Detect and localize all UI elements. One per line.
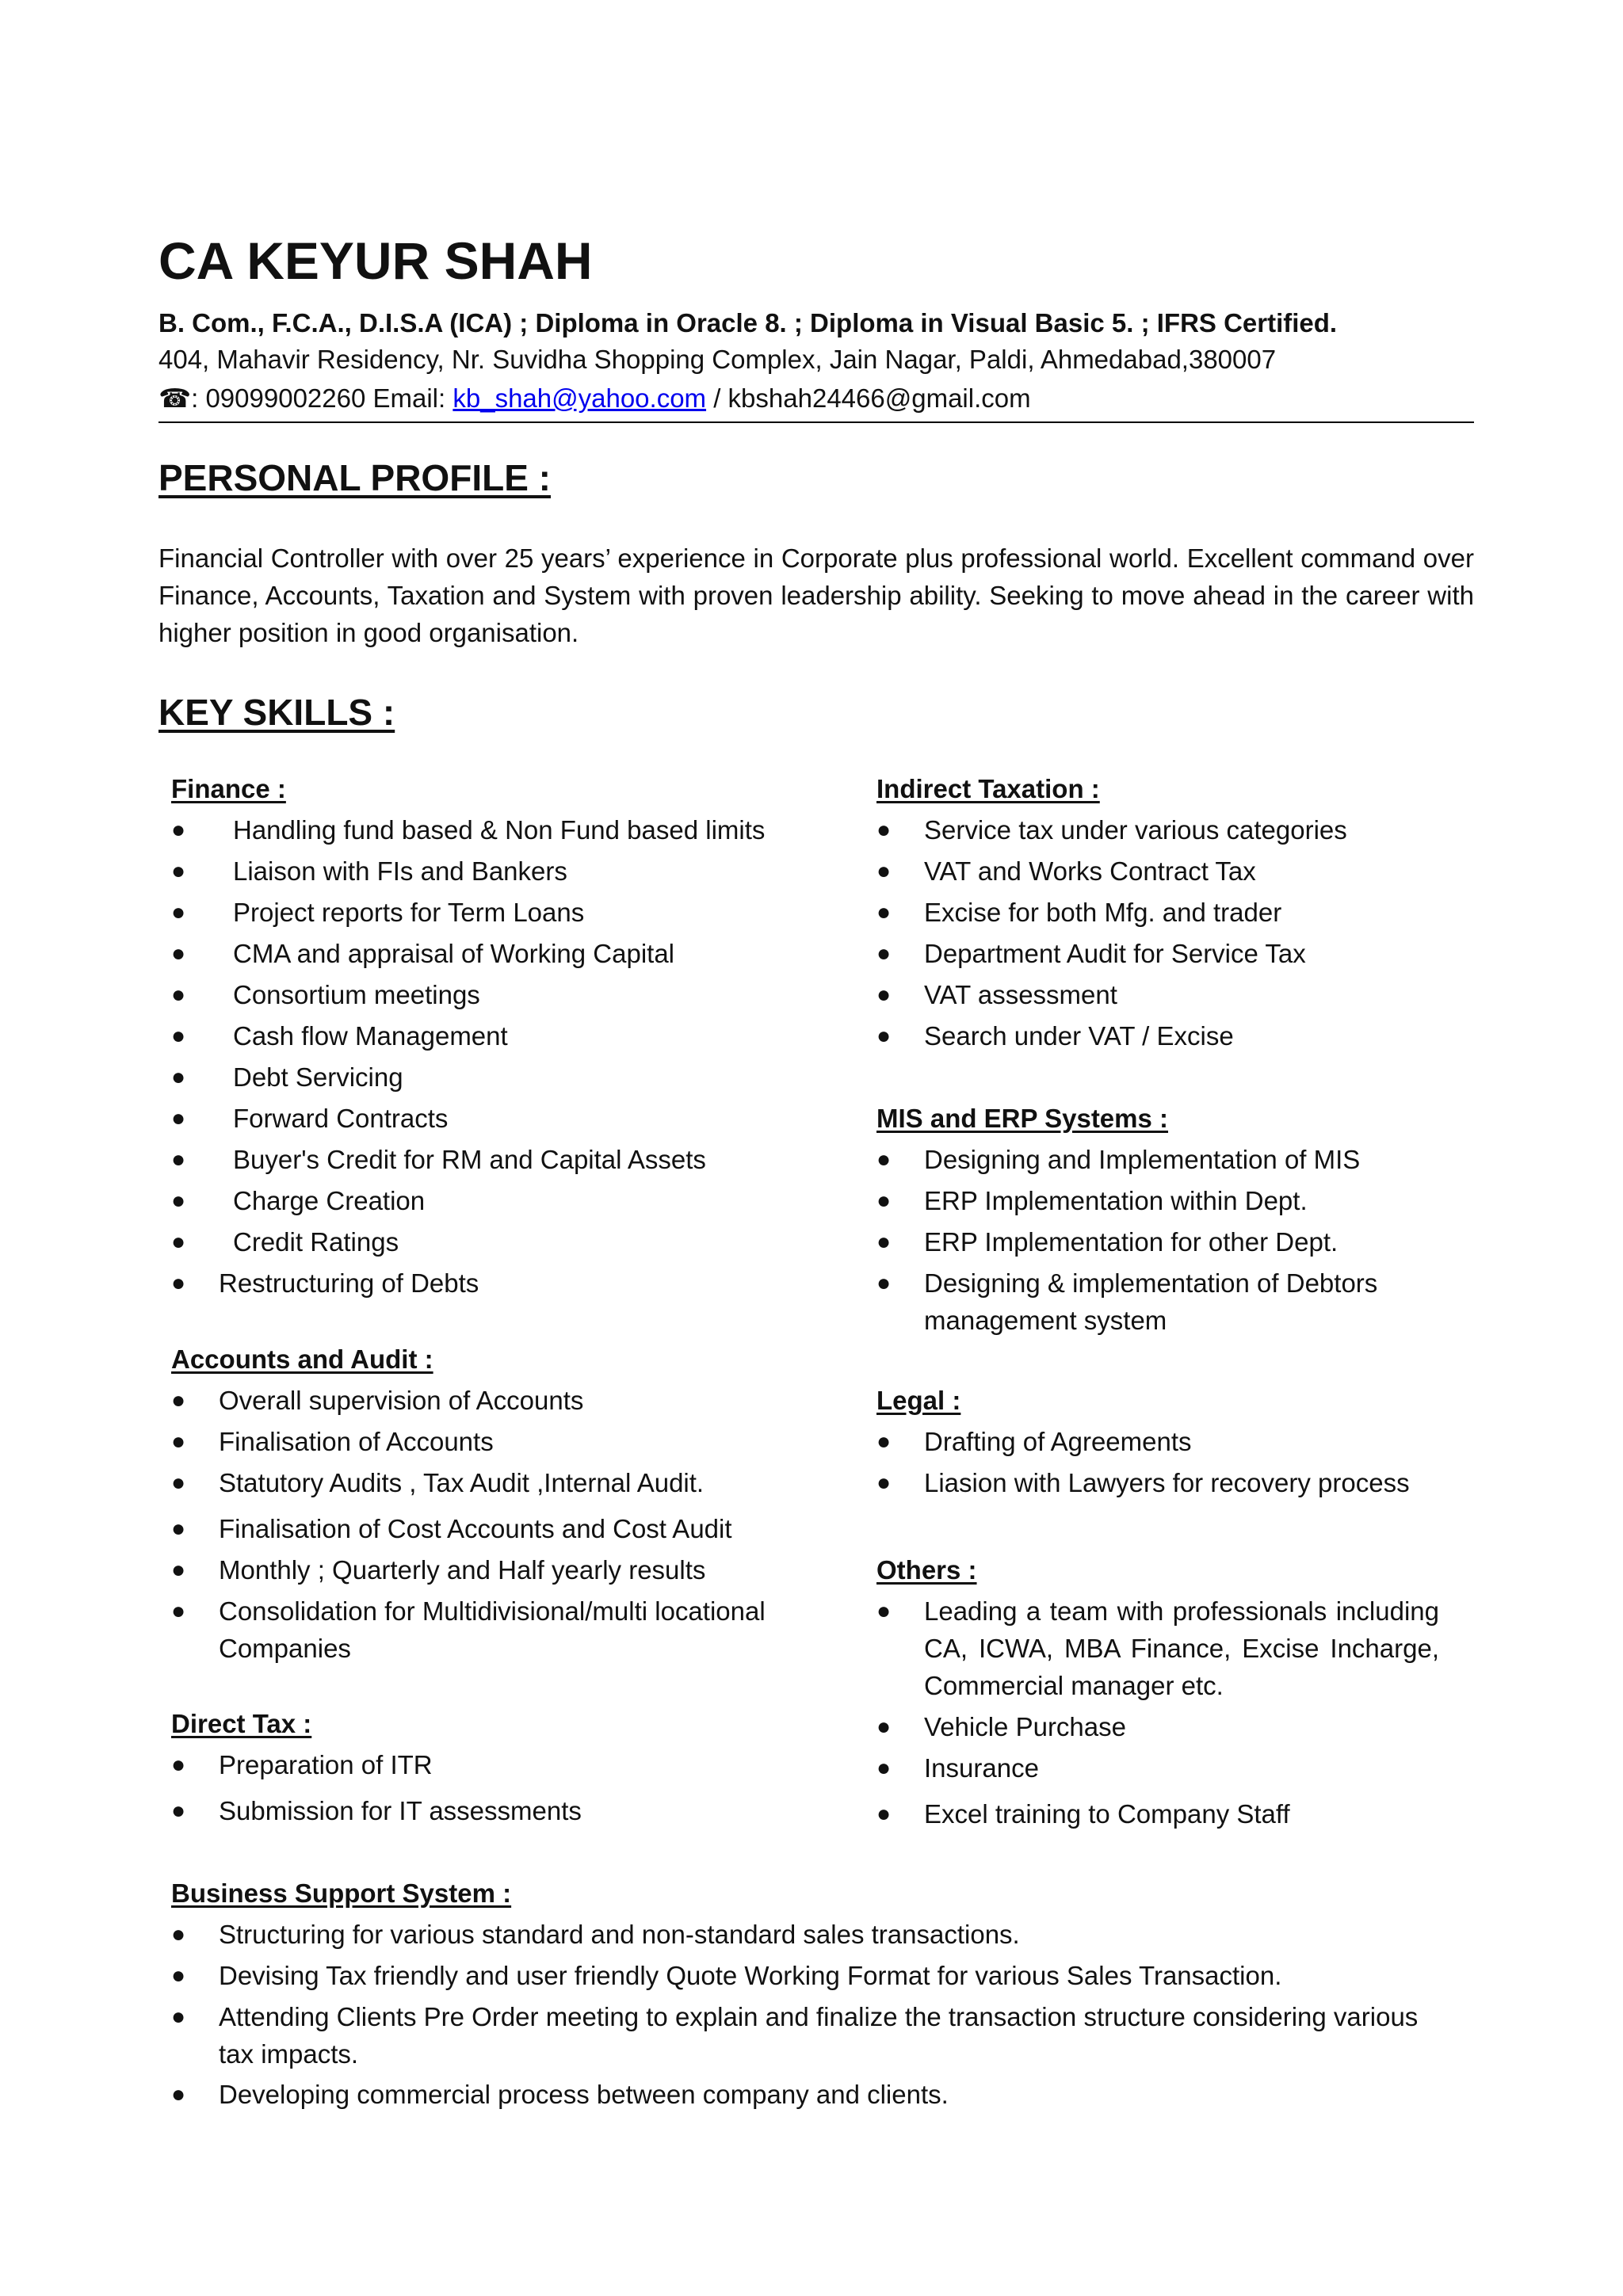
bullet-icon: ● — [171, 817, 186, 843]
bullet-icon: ● — [876, 1270, 892, 1296]
direct-tax-heading: Direct Tax : — [171, 1709, 312, 1738]
bullet-icon: ● — [876, 1598, 892, 1624]
business-support-heading: Business Support System : — [171, 1878, 512, 1908]
email-link[interactable]: kb_shah@yahoo.com — [453, 383, 707, 413]
telephone-icon: ☎ — [158, 383, 192, 413]
personal-profile-title: PERSONAL PROFILE : — [158, 457, 551, 498]
bullet-icon: ● — [171, 1798, 186, 1824]
bullet-icon: ● — [171, 1188, 186, 1214]
bullet-icon: ● — [876, 1470, 892, 1496]
list-item: ● Cash flow Management — [171, 1017, 853, 1055]
phone-text: : 09099002260 Email: — [191, 383, 453, 413]
list-item: ● Structuring for various standard and non-standard sales transactions. — [171, 1916, 1455, 1953]
address: 404, Mahavir Residency, Nr. Suvidha Shopping Complex, Jain Nagar, Paldi, Ahmedabad,380007 — [158, 345, 1277, 374]
list-item: ● Credit Ratings — [171, 1223, 853, 1261]
bullet-icon: ● — [171, 1105, 186, 1131]
list-item: ● Monthly ; Quarterly and Half yearly results — [171, 1551, 853, 1589]
bullet-icon: ● — [171, 1752, 186, 1778]
personal-profile-text: Financial Controller with over 25 years’ experience in Corporate plus professional world. Excellent command over Finance, Accounts, Taxation and System with proven leadership ability. Seeking to move ahead in the career with higher position in good organisation. — [158, 543, 1474, 647]
bullet-icon: ● — [876, 1714, 892, 1740]
list-item: ● Consortium meetings — [171, 976, 853, 1013]
bullet-icon: ● — [876, 1755, 892, 1781]
list-item: ● Liasion with Lawyers for recovery process — [876, 1464, 1447, 1501]
legal-heading: Legal : — [876, 1386, 961, 1415]
list-item: ● Designing and Implementation of MIS — [876, 1141, 1447, 1178]
list-item: ● Buyer's Credit for RM and Capital Assets — [171, 1141, 853, 1178]
bullet-icon: ● — [876, 1801, 892, 1827]
bullet-icon: ● — [876, 1428, 892, 1455]
bullet-icon: ● — [171, 1470, 186, 1496]
bullet-icon: ● — [171, 940, 186, 967]
bullet-icon: ● — [171, 1516, 186, 1542]
bullet-icon: ● — [171, 1428, 186, 1455]
bullet-icon: ● — [171, 1023, 186, 1049]
list-item: ● Statutory Audits , Tax Audit ,Internal Audit. — [171, 1464, 853, 1501]
list-item: ● Forward Contracts — [171, 1100, 853, 1137]
contact-line — [158, 383, 1031, 414]
list-item: ● Attending Clients Pre Order meeting to explain and finalize the transaction structure considering various tax impacts. — [171, 1998, 1439, 2073]
list-item: ● Leading a team with professionals including CA, ICWA, MBA Finance, Excise Incharge, Commercial manager etc. — [876, 1592, 1439, 1704]
bullet-icon: ● — [171, 1229, 186, 1255]
list-item: ● VAT and Works Contract Tax — [876, 852, 1447, 890]
header-divider — [158, 421, 1474, 423]
list-item: ● Department Audit for Service Tax — [876, 935, 1447, 972]
bullet-icon: ● — [876, 940, 892, 967]
list-item: ● Designing & implementation of Debtors management system — [876, 1264, 1447, 1339]
bullet-icon: ● — [171, 982, 186, 1008]
bullet-icon: ● — [876, 817, 892, 843]
list-item: ● Finalisation of Accounts — [171, 1423, 853, 1460]
bullet-icon: ● — [876, 899, 892, 925]
list-item: ● Service tax under various categories — [876, 811, 1447, 849]
bullet-icon: ● — [171, 1146, 186, 1173]
list-item: ● Debt Servicing — [171, 1058, 853, 1096]
bullet-icon: ● — [171, 1598, 186, 1624]
bullet-icon: ● — [876, 1229, 892, 1255]
list-item: ● Charge Creation — [171, 1182, 853, 1219]
list-item: ● Preparation of ITR — [171, 1746, 853, 1783]
bullet-icon: ● — [876, 1146, 892, 1173]
bullet-icon: ● — [876, 982, 892, 1008]
list-item: ● Drafting of Agreements — [876, 1423, 1447, 1460]
mis-erp-heading: MIS and ERP Systems : — [876, 1104, 1169, 1133]
list-item: ● Liaison with FIs and Bankers — [171, 852, 853, 890]
bullet-icon: ● — [876, 1188, 892, 1214]
indirect-taxation-heading: Indirect Taxation : — [876, 774, 1100, 803]
bullet-icon: ● — [171, 1270, 186, 1296]
list-item: ● Submission for IT assessments — [171, 1792, 853, 1829]
bullet-icon: ● — [171, 2004, 186, 2030]
key-skills-title: KEY SKILLS : — [158, 692, 395, 733]
list-item: ● CMA and appraisal of Working Capital — [171, 935, 853, 972]
bullet-icon: ● — [876, 858, 892, 884]
list-item: ● Finalisation of Cost Accounts and Cost Audit — [171, 1510, 853, 1547]
accounts-audit-heading: Accounts and Audit : — [171, 1344, 433, 1374]
list-item: ● VAT assessment — [876, 976, 1447, 1013]
bullet-icon: ● — [171, 899, 186, 925]
others-heading: Others : — [876, 1555, 977, 1585]
list-item: ● Search under VAT / Excise — [876, 1017, 1447, 1055]
list-item: ● Handling fund based & Non Fund based limits — [171, 811, 853, 849]
bullet-icon: ● — [171, 2081, 186, 2107]
bullet-icon: ● — [171, 1557, 186, 1583]
list-item: ● Excise for both Mfg. and trader — [876, 894, 1447, 931]
qualifications: B. Com., F.C.A., D.I.S.A (ICA) ; Diploma in Oracle 8. ; Diploma in Visual Basic 5. ; IFRS Certified. — [158, 308, 1338, 338]
list-item: ● Developing commercial process between company and clients. — [171, 2076, 1455, 2113]
list-item: ● Excel training to Company Staff — [876, 1795, 1447, 1833]
candidate-name: CA KEYUR SHAH — [158, 231, 593, 290]
finance-heading: Finance : — [171, 774, 286, 803]
bullet-icon: ● — [171, 1387, 186, 1413]
list-item: ● Project reports for Term Loans — [171, 894, 853, 931]
email-secondary: / kbshah24466@gmail.com — [706, 383, 1031, 413]
bullet-icon: ● — [171, 1921, 186, 1947]
bullet-icon: ● — [171, 858, 186, 884]
bullet-icon: ● — [171, 1962, 186, 1989]
list-item: ● Vehicle Purchase — [876, 1708, 1447, 1745]
list-item: ● Restructuring of Debts — [171, 1264, 853, 1302]
bullet-icon: ● — [171, 1064, 186, 1090]
list-item: ● Insurance — [876, 1749, 1447, 1787]
list-item: ● ERP Implementation for other Dept. — [876, 1223, 1447, 1261]
list-item: ● Overall supervision of Accounts — [171, 1382, 853, 1419]
list-item: ● ERP Implementation within Dept. — [876, 1182, 1447, 1219]
list-item: ● Consolidation for Multidivisional/multi locational Companies — [171, 1592, 853, 1667]
bullet-icon: ● — [876, 1023, 892, 1049]
list-item: ● Devising Tax friendly and user friendly Quote Working Format for various Sales Transaction. — [171, 1957, 1455, 1994]
